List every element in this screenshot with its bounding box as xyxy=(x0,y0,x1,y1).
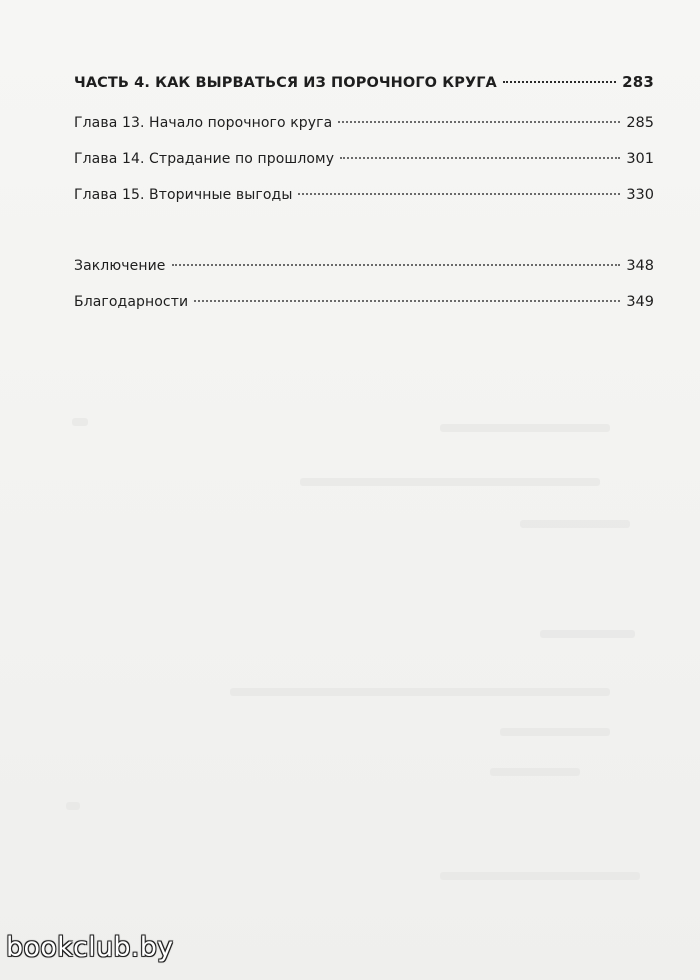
dot-leader xyxy=(172,264,621,266)
chapter-page-number: 301 xyxy=(626,151,654,167)
toc-part-entry xyxy=(74,73,654,92)
chapter-page-number: 285 xyxy=(626,115,654,131)
toc-backmatter-entry xyxy=(74,293,654,311)
part-title: ЧАСТЬ 4. КАК ВЫРВАТЬСЯ ИЗ ПОРОЧНОГО КРУГА xyxy=(74,75,497,91)
show-through-mark xyxy=(440,424,610,432)
show-through-mark xyxy=(300,478,600,486)
toc-chapter-entry xyxy=(74,186,654,204)
chapter-title: Глава 14. Страдание по прошлому xyxy=(74,151,335,167)
dot-leader xyxy=(194,300,620,302)
show-through-mark xyxy=(72,418,88,426)
backmatter-page-number: 348 xyxy=(626,258,654,274)
site-watermark: bookclub.by xyxy=(6,932,174,963)
dot-leader xyxy=(340,157,620,159)
toc-backmatter-entry xyxy=(74,257,654,275)
chapter-title: Глава 13. Начало порочного круга xyxy=(74,115,333,131)
toc-chapter-entry xyxy=(74,114,654,132)
show-through-mark xyxy=(520,520,630,528)
chapter-page-number: 330 xyxy=(626,187,654,203)
show-through-mark xyxy=(440,872,640,880)
backmatter-title: Заключение xyxy=(74,258,166,274)
show-through-mark xyxy=(490,768,580,776)
part-page-number: 283 xyxy=(622,73,654,91)
show-through-mark xyxy=(500,728,610,736)
dot-leader xyxy=(298,193,620,195)
backmatter-title: Благодарности xyxy=(74,294,189,310)
show-through-mark xyxy=(540,630,635,638)
toc-chapter-entry xyxy=(74,150,654,168)
dot-leader xyxy=(338,121,620,123)
show-through-mark xyxy=(66,802,80,810)
dot-leader xyxy=(503,81,616,83)
backmatter-page-number: 349 xyxy=(626,294,654,310)
show-through-mark xyxy=(230,688,610,696)
chapter-title: Глава 15. Вторичные выгоды xyxy=(74,187,293,203)
